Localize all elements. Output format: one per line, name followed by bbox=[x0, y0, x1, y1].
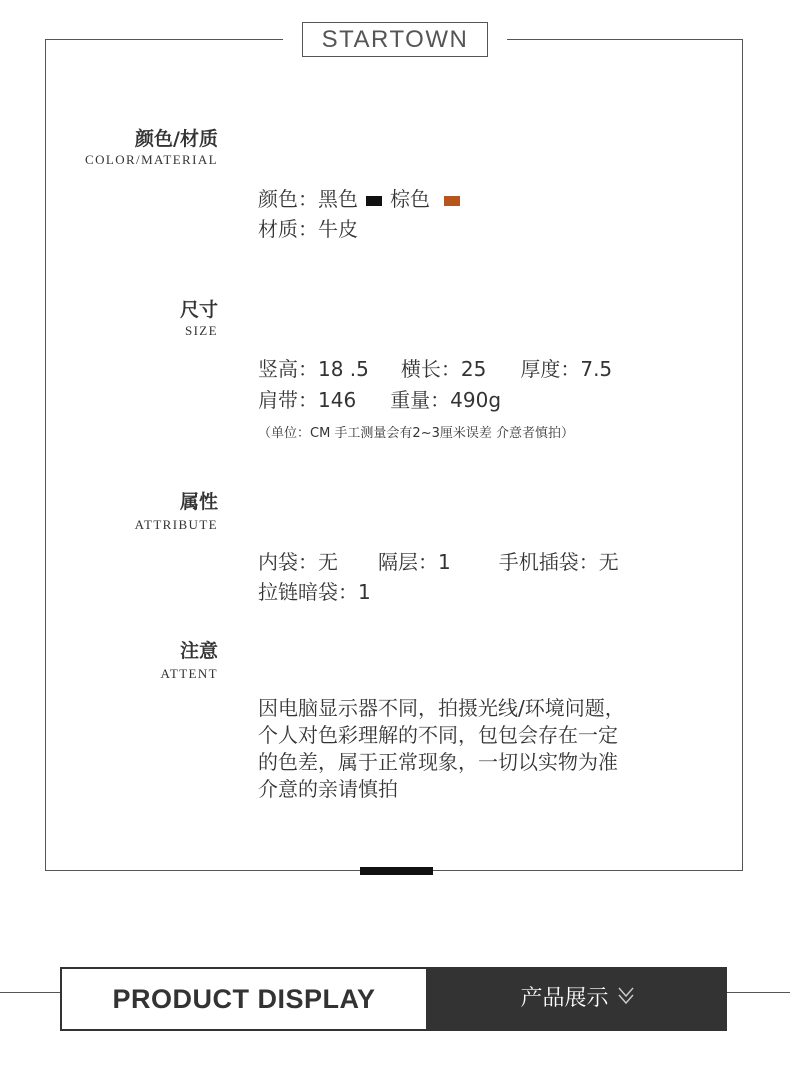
brand-header bbox=[283, 20, 507, 60]
banner-rule-left bbox=[0, 992, 62, 993]
attent-line: 因电脑显示器不同，拍摄光线/环境问题， bbox=[258, 696, 625, 720]
section-subtitle-size: SIZE bbox=[184, 323, 218, 338]
thickness-value: 厚度：7.5 bbox=[520, 357, 613, 381]
section-title-size: 尺寸 bbox=[179, 299, 218, 321]
product-display-cn-block bbox=[428, 967, 727, 1031]
brand-title: STARTOWN bbox=[302, 22, 488, 57]
size-note: （单位：CM 手工测量会有2~3厘米误差 介意者慎拍） bbox=[258, 426, 574, 441]
attent-line: 的色差，属于正常现象，一切以实物为准 bbox=[258, 750, 618, 774]
frame-bottom-accent bbox=[360, 867, 433, 875]
attent-line: 介意的亲请慎拍 bbox=[258, 777, 398, 801]
section-title-attribute: 属性 bbox=[179, 491, 218, 513]
material-line: 材质：牛皮 bbox=[258, 217, 358, 241]
section-title-attent: 注意 bbox=[179, 640, 218, 662]
black-swatch bbox=[366, 196, 382, 206]
section-title-color: 颜色/材质 bbox=[135, 128, 218, 150]
product-display-cn: 产品展示 bbox=[520, 986, 609, 1011]
layers-value: 隔层：1 bbox=[378, 550, 451, 574]
brown-label: 棕色 bbox=[390, 187, 430, 211]
section-subtitle-color: COLOR/MATERIAL bbox=[85, 152, 218, 167]
attent-paragraph bbox=[258, 695, 688, 803]
attent-line: 个人对色彩理解的不同，包包会存在一定 bbox=[258, 723, 618, 747]
product-display-title: PRODUCT DISPLAY bbox=[60, 967, 428, 1031]
inner-pocket-value: 内袋：无 bbox=[258, 550, 338, 574]
section-subtitle-attribute: ATTRIBUTE bbox=[134, 517, 218, 532]
strap-value: 肩带：146 bbox=[258, 388, 357, 412]
phone-pocket-value: 手机插袋：无 bbox=[498, 550, 619, 574]
weight-value: 重量：490g bbox=[390, 388, 502, 412]
brown-swatch bbox=[444, 196, 460, 206]
double-chevron-down-icon bbox=[617, 967, 635, 1031]
length-value: 横长：25 bbox=[400, 357, 487, 381]
size-line-2 bbox=[258, 384, 501, 413]
color-label: 颜色：黑色 bbox=[258, 187, 358, 211]
size-line-1 bbox=[258, 353, 612, 382]
section-subtitle-attent: ATTENT bbox=[160, 666, 218, 681]
zip-pocket-value: 拉链暗袋：1 bbox=[258, 580, 371, 604]
color-line bbox=[258, 183, 468, 212]
attribute-line-1 bbox=[258, 546, 619, 575]
height-value: 竖高：18 .5 bbox=[258, 357, 369, 381]
banner-rule-right bbox=[725, 992, 790, 993]
